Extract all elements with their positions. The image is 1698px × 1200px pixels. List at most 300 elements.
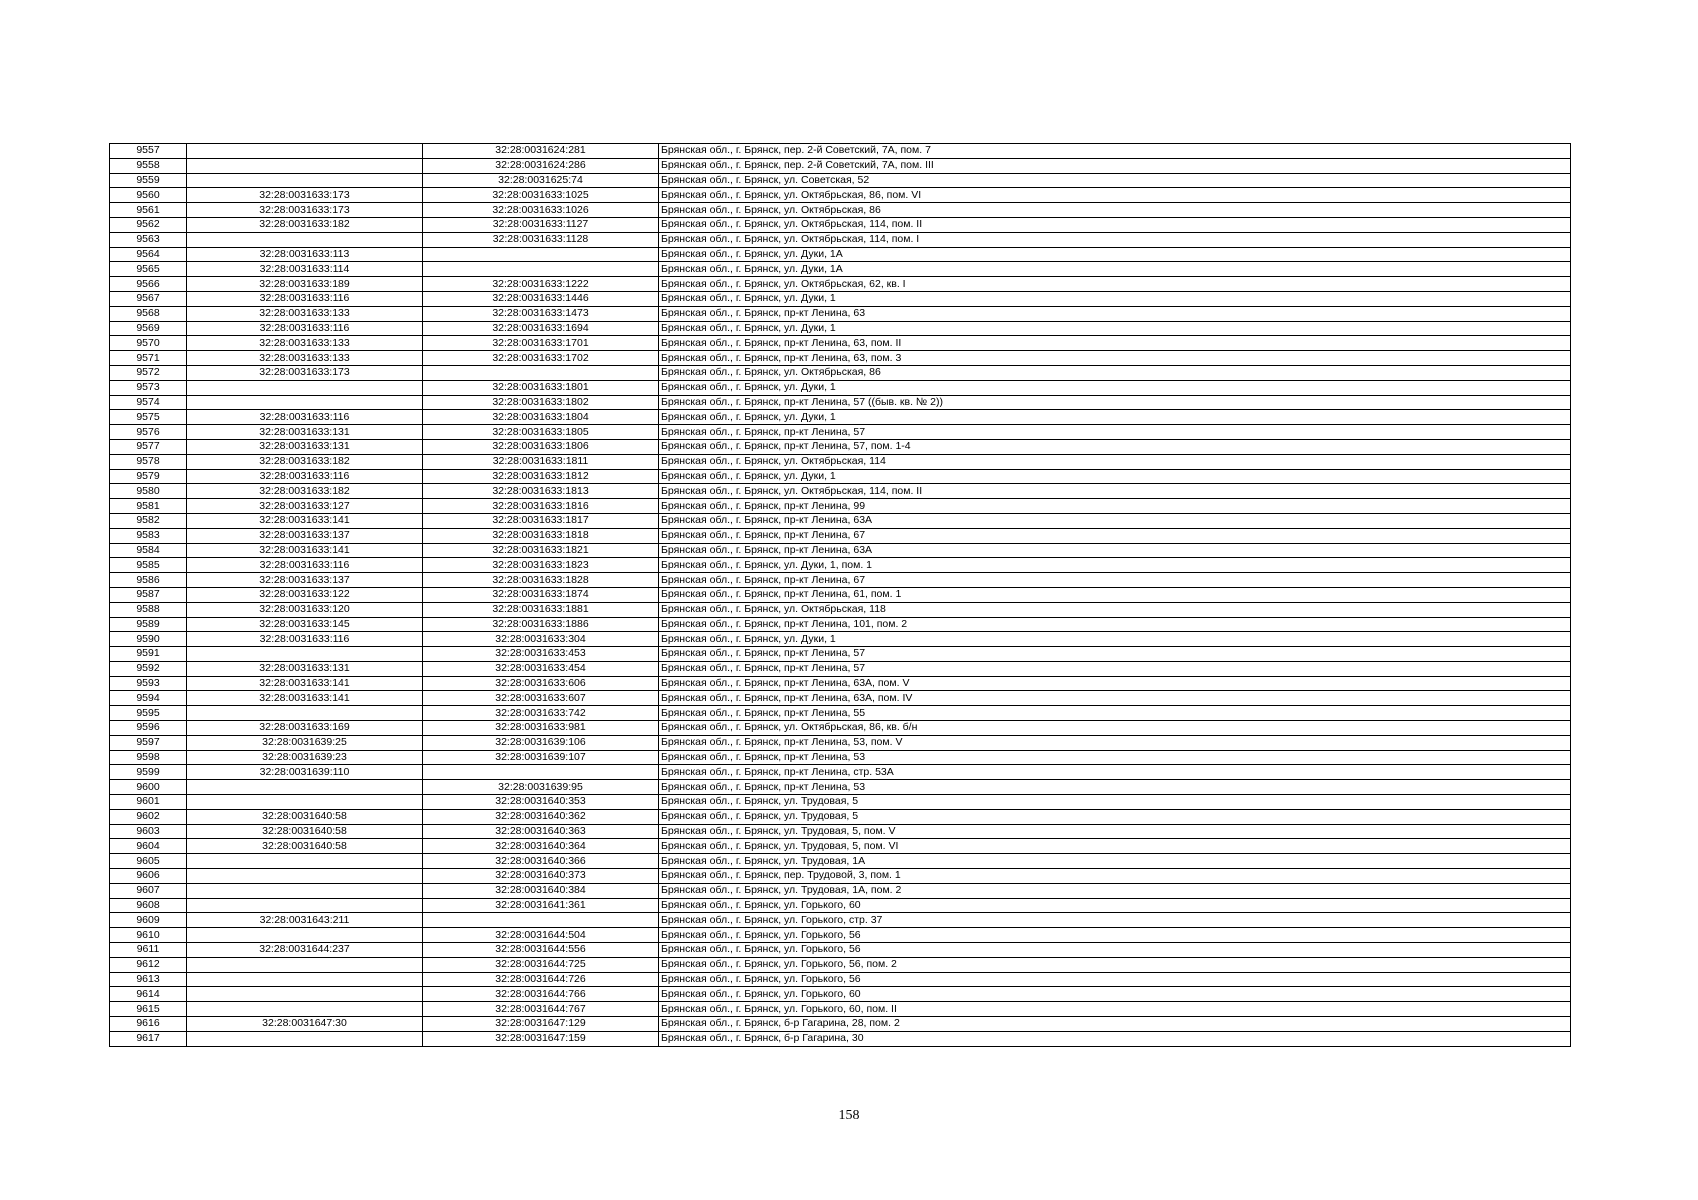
registry-table	[109, 143, 1571, 1047]
address-cell: Брянская обл., г. Брянск, пр-кт Ленина, 63, пом. II	[659, 336, 1571, 351]
row-number-cell: 9567	[110, 291, 187, 306]
parent-cadastral-number-cell: 32:28:0031633:116	[187, 410, 423, 425]
address-cell: Брянская обл., г. Брянск, пр-кт Ленина, 99	[659, 499, 1571, 514]
cadastral-number-cell: 32:28:0031633:1801	[423, 380, 659, 395]
table-row	[110, 247, 1571, 262]
cadastral-number-cell: 32:28:0031647:129	[423, 1017, 659, 1032]
row-number-cell: 9585	[110, 558, 187, 573]
row-number-cell: 9596	[110, 721, 187, 736]
cadastral-number-cell: 32:28:0031633:1026	[423, 203, 659, 218]
row-number-cell: 9557	[110, 144, 187, 159]
table-row	[110, 306, 1571, 321]
row-number-cell: 9593	[110, 676, 187, 691]
address-cell: Брянская обл., г. Брянск, пр-кт Ленина, 67	[659, 528, 1571, 543]
parent-cadastral-number-cell: 32:28:0031633:137	[187, 573, 423, 588]
parent-cadastral-number-cell: 32:28:0031633:182	[187, 217, 423, 232]
table-row	[110, 439, 1571, 454]
cadastral-number-cell: 32:28:0031633:1805	[423, 425, 659, 440]
cadastral-number-cell: 32:28:0031633:1818	[423, 528, 659, 543]
cadastral-number-cell: 32:28:0031633:1812	[423, 469, 659, 484]
row-number-cell: 9574	[110, 395, 187, 410]
cadastral-number-cell: 32:28:0031640:384	[423, 883, 659, 898]
parent-cadastral-number-cell: 32:28:0031639:23	[187, 750, 423, 765]
row-number-cell: 9601	[110, 795, 187, 810]
registry-table-body	[110, 144, 1571, 1047]
row-number-cell: 9617	[110, 1031, 187, 1046]
row-number-cell: 9603	[110, 824, 187, 839]
address-cell: Брянская обл., г. Брянск, пр-кт Ленина, 57	[659, 647, 1571, 662]
cadastral-number-cell: 32:28:0031625:74	[423, 173, 659, 188]
address-cell: Брянская обл., г. Брянск, ул. Горького, 56	[659, 943, 1571, 958]
address-cell: Брянская обл., г. Брянск, пр-кт Ленина, 53, пом. V	[659, 735, 1571, 750]
address-cell: Брянская обл., г. Брянск, пр-кт Ленина, 57	[659, 425, 1571, 440]
parent-cadastral-number-cell: 32:28:0031639:110	[187, 765, 423, 780]
row-number-cell: 9582	[110, 513, 187, 528]
parent-cadastral-number-cell: 32:28:0031633:120	[187, 602, 423, 617]
address-cell: Брянская обл., г. Брянск, пр-кт Ленина, 61, пом. 1	[659, 587, 1571, 602]
table-row	[110, 721, 1571, 736]
page-number: 158	[838, 1108, 860, 1123]
row-number-cell: 9600	[110, 780, 187, 795]
parent-cadastral-number-cell: 32:28:0031633:182	[187, 454, 423, 469]
address-cell: Брянская обл., г. Брянск, пр-кт Ленина, 55	[659, 706, 1571, 721]
cadastral-number-cell	[423, 247, 659, 262]
row-number-cell: 9613	[110, 972, 187, 987]
address-cell: Брянская обл., г. Брянск, ул. Дуки, 1	[659, 380, 1571, 395]
row-number-cell: 9592	[110, 661, 187, 676]
parent-cadastral-number-cell: 32:28:0031640:58	[187, 824, 423, 839]
cadastral-number-cell: 32:28:0031633:1804	[423, 410, 659, 425]
row-number-cell: 9612	[110, 957, 187, 972]
parent-cadastral-number-cell: 32:28:0031633:173	[187, 188, 423, 203]
address-cell: Брянская обл., г. Брянск, пр-кт Ленина, 53	[659, 780, 1571, 795]
row-number-cell: 9573	[110, 380, 187, 395]
table-row	[110, 1031, 1571, 1046]
address-cell: Брянская обл., г. Брянск, ул. Октябрьская, 86, кв. б/н	[659, 721, 1571, 736]
cadastral-number-cell: 32:28:0031639:95	[423, 780, 659, 795]
row-number-cell: 9577	[110, 439, 187, 454]
parent-cadastral-number-cell: 32:28:0031633:141	[187, 543, 423, 558]
address-cell: Брянская обл., г. Брянск, ул. Октябрьская, 62, кв. I	[659, 277, 1571, 292]
row-number-cell: 9599	[110, 765, 187, 780]
table-row	[110, 484, 1571, 499]
row-number-cell: 9611	[110, 943, 187, 958]
table-row	[110, 351, 1571, 366]
address-cell: Брянская обл., г. Брянск, ул. Горького, 56	[659, 928, 1571, 943]
parent-cadastral-number-cell	[187, 1002, 423, 1017]
cadastral-number-cell: 32:28:0031633:1813	[423, 484, 659, 499]
cadastral-number-cell: 32:28:0031641:361	[423, 898, 659, 913]
table-row	[110, 173, 1571, 188]
table-row	[110, 188, 1571, 203]
table-row	[110, 499, 1571, 514]
parent-cadastral-number-cell: 32:28:0031647:30	[187, 1017, 423, 1032]
parent-cadastral-number-cell	[187, 972, 423, 987]
parent-cadastral-number-cell: 32:28:0031633:133	[187, 306, 423, 321]
row-number-cell: 9570	[110, 336, 187, 351]
address-cell: Брянская обл., г. Брянск, пр-кт Ленина, стр. 53А	[659, 765, 1571, 780]
cadastral-number-cell: 32:28:0031633:454	[423, 661, 659, 676]
cadastral-number-cell: 32:28:0031633:742	[423, 706, 659, 721]
parent-cadastral-number-cell: 32:28:0031639:25	[187, 735, 423, 750]
row-number-cell: 9604	[110, 839, 187, 854]
row-number-cell: 9565	[110, 262, 187, 277]
parent-cadastral-number-cell: 32:28:0031633:173	[187, 203, 423, 218]
parent-cadastral-number-cell: 32:28:0031633:131	[187, 439, 423, 454]
row-number-cell: 9571	[110, 351, 187, 366]
row-number-cell: 9614	[110, 987, 187, 1002]
cadastral-number-cell: 32:28:0031640:363	[423, 824, 659, 839]
table-row	[110, 691, 1571, 706]
address-cell: Брянская обл., г. Брянск, ул. Октябрьская, 86	[659, 365, 1571, 380]
address-cell: Брянская обл., г. Брянск, ул. Горького, 60, пом. II	[659, 1002, 1571, 1017]
address-cell: Брянская обл., г. Брянск, ул. Горького, 60	[659, 987, 1571, 1002]
parent-cadastral-number-cell	[187, 1031, 423, 1046]
parent-cadastral-number-cell	[187, 232, 423, 247]
parent-cadastral-number-cell: 32:28:0031633:141	[187, 691, 423, 706]
table-row	[110, 144, 1571, 159]
address-cell: Брянская обл., г. Брянск, пр-кт Ленина, 63А, пом. IV	[659, 691, 1571, 706]
address-cell: Брянская обл., г. Брянск, пер. 2-й Советский, 7А, пом. 7	[659, 144, 1571, 159]
address-cell: Брянская обл., г. Брянск, пр-кт Ленина, 63А	[659, 543, 1571, 558]
parent-cadastral-number-cell	[187, 173, 423, 188]
row-number-cell: 9580	[110, 484, 187, 499]
address-cell: Брянская обл., г. Брянск, пр-кт Ленина, 53	[659, 750, 1571, 765]
cadastral-number-cell: 32:28:0031644:556	[423, 943, 659, 958]
row-number-cell: 9610	[110, 928, 187, 943]
cadastral-number-cell: 32:28:0031633:1821	[423, 543, 659, 558]
parent-cadastral-number-cell: 32:28:0031633:182	[187, 484, 423, 499]
address-cell: Брянская обл., г. Брянск, ул. Октябрьская, 86	[659, 203, 1571, 218]
address-cell: Брянская обл., г. Брянск, пр-кт Ленина, 57, пом. 1-4	[659, 439, 1571, 454]
cadastral-number-cell: 32:28:0031633:304	[423, 632, 659, 647]
address-cell: Брянская обл., г. Брянск, ул. Дуки, 1	[659, 632, 1571, 647]
table-row	[110, 898, 1571, 913]
parent-cadastral-number-cell: 32:28:0031633:122	[187, 587, 423, 602]
cadastral-number-cell: 32:28:0031644:766	[423, 987, 659, 1002]
row-number-cell: 9575	[110, 410, 187, 425]
address-cell: Брянская обл., г. Брянск, ул. Трудовая, 5, пом. V	[659, 824, 1571, 839]
table-row	[110, 943, 1571, 958]
table-row	[110, 854, 1571, 869]
table-row	[110, 336, 1571, 351]
table-row	[110, 232, 1571, 247]
row-number-cell: 9609	[110, 913, 187, 928]
parent-cadastral-number-cell: 32:28:0031633:116	[187, 291, 423, 306]
table-row	[110, 647, 1571, 662]
table-row	[110, 928, 1571, 943]
parent-cadastral-number-cell	[187, 854, 423, 869]
table-row	[110, 395, 1571, 410]
cadastral-number-cell: 32:28:0031633:1828	[423, 573, 659, 588]
row-number-cell: 9595	[110, 706, 187, 721]
table-row	[110, 676, 1571, 691]
address-cell: Брянская обл., г. Брянск, ул. Дуки, 1	[659, 469, 1571, 484]
address-cell: Брянская обл., г. Брянск, ул. Трудовая, 5	[659, 809, 1571, 824]
cadastral-number-cell: 32:28:0031633:1886	[423, 617, 659, 632]
address-cell: Брянская обл., г. Брянск, ул. Трудовая, 5	[659, 795, 1571, 810]
row-number-cell: 9598	[110, 750, 187, 765]
cadastral-number-cell: 32:28:0031644:767	[423, 1002, 659, 1017]
cadastral-number-cell: 32:28:0031633:1702	[423, 351, 659, 366]
table-row	[110, 602, 1571, 617]
cadastral-number-cell: 32:28:0031640:353	[423, 795, 659, 810]
cadastral-number-cell: 32:28:0031633:1446	[423, 291, 659, 306]
parent-cadastral-number-cell: 32:28:0031633:141	[187, 513, 423, 528]
address-cell: Брянская обл., г. Брянск, ул. Октябрьская, 114, пом. II	[659, 484, 1571, 499]
parent-cadastral-number-cell: 32:28:0031633:116	[187, 469, 423, 484]
parent-cadastral-number-cell	[187, 380, 423, 395]
cadastral-number-cell: 32:28:0031633:981	[423, 721, 659, 736]
cadastral-number-cell: 32:28:0031633:606	[423, 676, 659, 691]
parent-cadastral-number-cell	[187, 395, 423, 410]
address-cell: Брянская обл., г. Брянск, б-р Гагарина, 30	[659, 1031, 1571, 1046]
cadastral-number-cell: 32:28:0031633:1701	[423, 336, 659, 351]
cadastral-number-cell	[423, 765, 659, 780]
address-cell: Брянская обл., г. Брянск, ул. Советская, 52	[659, 173, 1571, 188]
table-row	[110, 380, 1571, 395]
parent-cadastral-number-cell	[187, 869, 423, 884]
parent-cadastral-number-cell: 32:28:0031633:145	[187, 617, 423, 632]
table-row	[110, 913, 1571, 928]
table-row	[110, 869, 1571, 884]
cadastral-number-cell: 32:28:0031633:1881	[423, 602, 659, 617]
table-row	[110, 809, 1571, 824]
row-number-cell: 9584	[110, 543, 187, 558]
address-cell: Брянская обл., г. Брянск, пр-кт Ленина, 101, пом. 2	[659, 617, 1571, 632]
parent-cadastral-number-cell: 32:28:0031640:58	[187, 809, 423, 824]
address-cell: Брянская обл., г. Брянск, ул. Октябрьская, 86, пом. VI	[659, 188, 1571, 203]
parent-cadastral-number-cell	[187, 780, 423, 795]
parent-cadastral-number-cell	[187, 987, 423, 1002]
cadastral-number-cell: 32:28:0031633:1802	[423, 395, 659, 410]
parent-cadastral-number-cell	[187, 158, 423, 173]
row-number-cell: 9608	[110, 898, 187, 913]
address-cell: Брянская обл., г. Брянск, ул. Дуки, 1	[659, 321, 1571, 336]
table-row	[110, 217, 1571, 232]
table-row	[110, 469, 1571, 484]
table-row	[110, 158, 1571, 173]
row-number-cell: 9564	[110, 247, 187, 262]
cadastral-number-cell: 32:28:0031633:1222	[423, 277, 659, 292]
address-cell: Брянская обл., г. Брянск, пр-кт Ленина, 57 ((быв. кв. № 2))	[659, 395, 1571, 410]
parent-cadastral-number-cell	[187, 928, 423, 943]
row-number-cell: 9568	[110, 306, 187, 321]
row-number-cell: 9578	[110, 454, 187, 469]
parent-cadastral-number-cell: 32:28:0031633:116	[187, 632, 423, 647]
table-row	[110, 543, 1571, 558]
parent-cadastral-number-cell	[187, 144, 423, 159]
cadastral-number-cell: 32:28:0031633:1128	[423, 232, 659, 247]
parent-cadastral-number-cell: 32:28:0031633:169	[187, 721, 423, 736]
address-cell: Брянская обл., г. Брянск, ул. Дуки, 1	[659, 410, 1571, 425]
address-cell: Брянская обл., г. Брянск, ул. Дуки, 1А	[659, 247, 1571, 262]
cadastral-number-cell: 32:28:0031640:364	[423, 839, 659, 854]
row-number-cell: 9560	[110, 188, 187, 203]
parent-cadastral-number-cell: 32:28:0031633:116	[187, 321, 423, 336]
cadastral-number-cell: 32:28:0031640:373	[423, 869, 659, 884]
table-row	[110, 883, 1571, 898]
row-number-cell: 9563	[110, 232, 187, 247]
row-number-cell: 9559	[110, 173, 187, 188]
row-number-cell: 9602	[110, 809, 187, 824]
table-row	[110, 1002, 1571, 1017]
table-row	[110, 795, 1571, 810]
address-cell: Брянская обл., г. Брянск, пр-кт Ленина, 57	[659, 661, 1571, 676]
address-cell: Брянская обл., г. Брянск, ул. Дуки, 1А	[659, 262, 1571, 277]
parent-cadastral-number-cell	[187, 898, 423, 913]
address-cell: Брянская обл., г. Брянск, б-р Гагарина, 28, пом. 2	[659, 1017, 1571, 1032]
table-row	[110, 454, 1571, 469]
row-number-cell: 9566	[110, 277, 187, 292]
table-row	[110, 824, 1571, 839]
parent-cadastral-number-cell: 32:28:0031643:211	[187, 913, 423, 928]
parent-cadastral-number-cell	[187, 957, 423, 972]
table-row	[110, 661, 1571, 676]
address-cell: Брянская обл., г. Брянск, ул. Горького, стр. 37	[659, 913, 1571, 928]
table-row	[110, 1017, 1571, 1032]
row-number-cell: 9588	[110, 602, 187, 617]
table-row	[110, 558, 1571, 573]
parent-cadastral-number-cell: 32:28:0031644:237	[187, 943, 423, 958]
row-number-cell: 9597	[110, 735, 187, 750]
address-cell: Брянская обл., г. Брянск, ул. Октябрьская, 114, пом. II	[659, 217, 1571, 232]
parent-cadastral-number-cell: 32:28:0031633:116	[187, 558, 423, 573]
cadastral-number-cell: 32:28:0031633:1806	[423, 439, 659, 454]
row-number-cell: 9605	[110, 854, 187, 869]
address-cell: Брянская обл., г. Брянск, ул. Октябрьская, 114	[659, 454, 1571, 469]
address-cell: Брянская обл., г. Брянск, ул. Октябрьская, 118	[659, 602, 1571, 617]
row-number-cell: 9587	[110, 587, 187, 602]
table-row	[110, 750, 1571, 765]
row-number-cell: 9586	[110, 573, 187, 588]
row-number-cell: 9581	[110, 499, 187, 514]
parent-cadastral-number-cell: 32:28:0031633:173	[187, 365, 423, 380]
table-row	[110, 291, 1571, 306]
cadastral-number-cell	[423, 365, 659, 380]
cadastral-number-cell: 32:28:0031624:281	[423, 144, 659, 159]
parent-cadastral-number-cell	[187, 647, 423, 662]
cadastral-number-cell: 32:28:0031640:366	[423, 854, 659, 869]
cadastral-number-cell: 32:28:0031633:1025	[423, 188, 659, 203]
row-number-cell: 9606	[110, 869, 187, 884]
parent-cadastral-number-cell: 32:28:0031633:189	[187, 277, 423, 292]
cadastral-number-cell: 32:28:0031639:106	[423, 735, 659, 750]
address-cell: Брянская обл., г. Брянск, пер. Трудовой, 3, пом. 1	[659, 869, 1571, 884]
cadastral-number-cell: 32:28:0031644:725	[423, 957, 659, 972]
table-row	[110, 735, 1571, 750]
address-cell: Брянская обл., г. Брянск, пр-кт Ленина, 63А, пом. V	[659, 676, 1571, 691]
table-row	[110, 765, 1571, 780]
address-cell: Брянская обл., г. Брянск, ул. Трудовая, 1А, пом. 2	[659, 883, 1571, 898]
table-row	[110, 839, 1571, 854]
cadastral-number-cell: 32:28:0031633:607	[423, 691, 659, 706]
table-row	[110, 277, 1571, 292]
row-number-cell: 9607	[110, 883, 187, 898]
row-number-cell: 9558	[110, 158, 187, 173]
table-row	[110, 573, 1571, 588]
table-row	[110, 410, 1571, 425]
address-cell: Брянская обл., г. Брянск, ул. Октябрьская, 114, пом. I	[659, 232, 1571, 247]
address-cell: Брянская обл., г. Брянск, ул. Дуки, 1	[659, 291, 1571, 306]
table-row	[110, 632, 1571, 647]
parent-cadastral-number-cell	[187, 883, 423, 898]
address-cell: Брянская обл., г. Брянск, ул. Трудовая, 5, пом. VI	[659, 839, 1571, 854]
address-cell: Брянская обл., г. Брянск, ул. Горького, 56	[659, 972, 1571, 987]
parent-cadastral-number-cell: 32:28:0031633:133	[187, 336, 423, 351]
table-row	[110, 425, 1571, 440]
row-number-cell: 9562	[110, 217, 187, 232]
table-row	[110, 513, 1571, 528]
cadastral-number-cell: 32:28:0031624:286	[423, 158, 659, 173]
row-number-cell: 9615	[110, 1002, 187, 1017]
parent-cadastral-number-cell: 32:28:0031640:58	[187, 839, 423, 854]
parent-cadastral-number-cell: 32:28:0031633:114	[187, 262, 423, 277]
table-row	[110, 321, 1571, 336]
cadastral-number-cell: 32:28:0031639:107	[423, 750, 659, 765]
cadastral-number-cell: 32:28:0031644:504	[423, 928, 659, 943]
parent-cadastral-number-cell: 32:28:0031633:113	[187, 247, 423, 262]
cadastral-number-cell: 32:28:0031633:1473	[423, 306, 659, 321]
table-row	[110, 365, 1571, 380]
row-number-cell: 9572	[110, 365, 187, 380]
table-row	[110, 203, 1571, 218]
row-number-cell: 9576	[110, 425, 187, 440]
address-cell: Брянская обл., г. Брянск, ул. Горького, 56, пом. 2	[659, 957, 1571, 972]
cadastral-number-cell: 32:28:0031633:1694	[423, 321, 659, 336]
row-number-cell: 9591	[110, 647, 187, 662]
parent-cadastral-number-cell: 32:28:0031633:133	[187, 351, 423, 366]
table-row	[110, 706, 1571, 721]
table-row	[110, 972, 1571, 987]
address-cell: Брянская обл., г. Брянск, ул. Трудовая, 1А	[659, 854, 1571, 869]
row-number-cell: 9583	[110, 528, 187, 543]
table-row	[110, 587, 1571, 602]
row-number-cell: 9590	[110, 632, 187, 647]
parent-cadastral-number-cell	[187, 795, 423, 810]
row-number-cell: 9569	[110, 321, 187, 336]
row-number-cell: 9561	[110, 203, 187, 218]
parent-cadastral-number-cell: 32:28:0031633:137	[187, 528, 423, 543]
address-cell: Брянская обл., г. Брянск, ул. Дуки, 1, пом. 1	[659, 558, 1571, 573]
cadastral-number-cell	[423, 262, 659, 277]
cadastral-number-cell: 32:28:0031640:362	[423, 809, 659, 824]
cadastral-number-cell: 32:28:0031633:453	[423, 647, 659, 662]
parent-cadastral-number-cell: 32:28:0031633:131	[187, 661, 423, 676]
cadastral-number-cell: 32:28:0031633:1127	[423, 217, 659, 232]
table-row	[110, 528, 1571, 543]
parent-cadastral-number-cell: 32:28:0031633:127	[187, 499, 423, 514]
table-row	[110, 957, 1571, 972]
address-cell: Брянская обл., г. Брянск, пр-кт Ленина, 63А	[659, 513, 1571, 528]
cadastral-number-cell: 32:28:0031633:1823	[423, 558, 659, 573]
cadastral-number-cell: 32:28:0031633:1816	[423, 499, 659, 514]
cadastral-number-cell: 32:28:0031644:726	[423, 972, 659, 987]
table-row	[110, 780, 1571, 795]
cadastral-number-cell: 32:28:0031647:159	[423, 1031, 659, 1046]
row-number-cell: 9589	[110, 617, 187, 632]
address-cell: Брянская обл., г. Брянск, пр-кт Ленина, 63, пом. 3	[659, 351, 1571, 366]
address-cell: Брянская обл., г. Брянск, ул. Горького, 60	[659, 898, 1571, 913]
parent-cadastral-number-cell: 32:28:0031633:131	[187, 425, 423, 440]
parent-cadastral-number-cell	[187, 706, 423, 721]
row-number-cell: 9616	[110, 1017, 187, 1032]
row-number-cell: 9594	[110, 691, 187, 706]
cadastral-number-cell: 32:28:0031633:1874	[423, 587, 659, 602]
table-row	[110, 617, 1571, 632]
table-row	[110, 987, 1571, 1002]
cadastral-number-cell: 32:28:0031633:1817	[423, 513, 659, 528]
